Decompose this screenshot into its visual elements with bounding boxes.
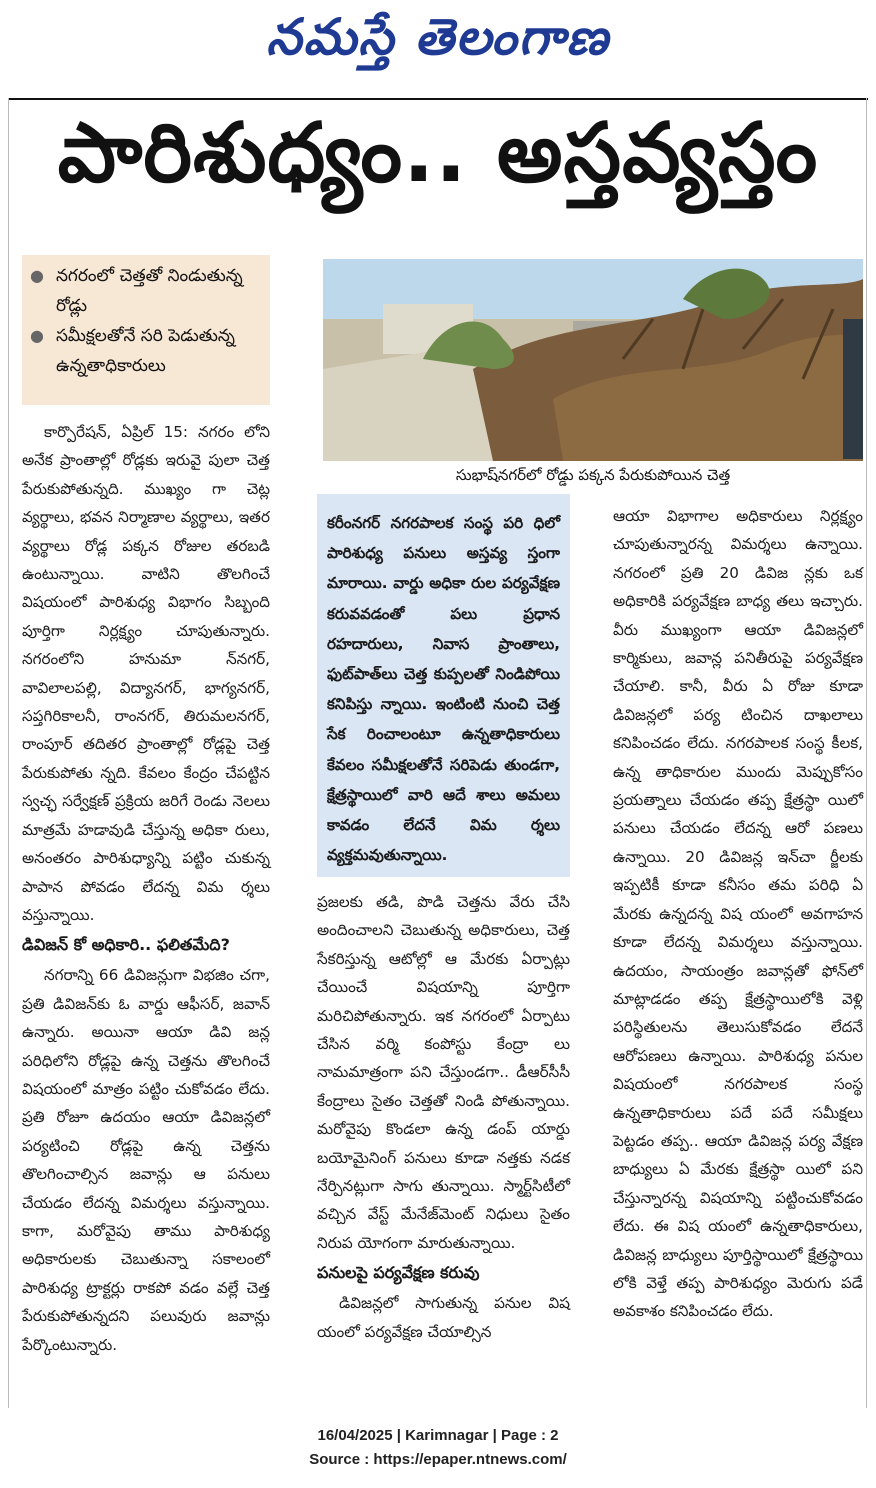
highlights-box	[22, 255, 270, 405]
article-paragraph: కార్పొరేషన్, ఏప్రిల్ 15: నగరం లోని అనేక ప్రాంతాల్లో రోడ్లకు ఇరువై పులా చెత్త పేరుకుపోతున్నది. ముఖ్యం గా చెట్ల వ్యర్థాలు, భవన నిర్మాణాల వ్యర్థాలు, ఇతర వ్యర్థాలు రోడ్ల పక్కన రోజుల తరబడి ఉంటున్నాయి. వాటిని తొలగించే విషయంలో పారిశుధ్య విభాగం సిబ్బంది పూర్తిగా నిర్లక్ష్యం చూపుతున్నారు. నగరంలోని హనుమా న్‌నగర్, వావిలాలపల్లి, విద్యానగర్, భాగ్యనగర్, సప్తగిరికాలనీ, రాంనగర్, తిరుమలనగర్, రాంపూర్ తదితర ప్రాంతాల్లో రోడ్లపై చెత్త పేరుకుపోతు న్నది. కేవలం కేంద్రం చేపట్టిన స్వచ్ఛ సర్వేక్షణ్ ప్రక్రియ జరిగే రెండు నెలలు మాత్రమే హడావుడి చేస్తున్న అధికా రులు, అనంతరం పారిశుధ్యాన్ని పట్టిం చుకున్న పాపాన పోవడం లేదన్న విమ ర్శలు వస్తున్నాయి.	[22, 423, 270, 924]
source-link[interactable]: Source : https://epaper.ntnews.com/	[309, 1451, 567, 1468]
left-border	[8, 98, 9, 1408]
highlight-text: సమీక్షలతోనే సరి పెడుతున్న ఉన్నతాధికారులు	[56, 326, 235, 376]
bullet-icon: ●	[30, 266, 44, 285]
newspaper-logo: నమస్తే తెలంగాణ	[266, 7, 610, 66]
highlight-text: నగరంలో చెత్తతో నిండుతున్న రోడ్లు	[56, 266, 243, 316]
article-column-2	[317, 888, 570, 1346]
photo-caption: సుభాష్‌నగర్‌లో రోడ్డు పక్కన పేరుకుపోయిన చెత్త	[455, 466, 731, 484]
article-paragraph: డివిజన్లలో సాగుతున్న పనుల విష యంలో పర్యవేక్షణ చేయాల్సిన	[317, 1294, 570, 1341]
article-column-1	[22, 418, 270, 1359]
highlight-item	[30, 261, 262, 321]
article-column-3	[613, 502, 863, 1326]
highlight-item	[30, 321, 262, 381]
garbage-roadside-photo	[323, 259, 863, 461]
right-border	[866, 98, 867, 1408]
article-paragraph: ప్రజలకు తడి, పొడి చెత్తను వేరు చేసి అందించాలని చెబుతున్న అధికారులు, చెత్త సేకరిస్తున్న ఆటోల్లో ఆ మేరకు ఏర్పాట్లు చేయించే విషయాన్ని పూర్తిగా మరిచిపోతున్నారు. ఇక నగరంలో ఏర్పాటు చేసిన వర్మి కంపోస్టు కేంద్రా లు నామమాత్రంగా పని చేస్తుండగా.. డీఆర్‌సీసీ కేంద్రాలు సైతం చెత్తతో నిండి పోతున్నాయి. మరోవైపు కొండలా ఉన్న డంప్ యార్డు బయోమైనింగ్ పనులు కూడా నత్తకు నడక నేర్పినట్లుగా సాగు తున్నాయి. స్మార్ట్‌సిటీలో వచ్చిన వేస్ట్ మేనేజ్‌మెంట్ నిధులు సైతం నిరుప యోగంగా మారుతున్నాయి.	[317, 893, 570, 1252]
headline: పారిశుధ్యం.. అస్తవ్యస్తం	[57, 105, 819, 201]
masthead	[0, 0, 876, 86]
article-paragraph: ఆయా విభాగాల అధికారులు నిర్లక్ష్యం చూపుతున్నారన్న విమర్శలు ఉన్నాయి. నగరంలో ప్రతి 20 డివిజ న్లకు ఒక అధికారికి పర్యవేక్షణ బాధ్య తలు ఇచ్చారు. వీరు ముఖ్యంగా ఆయా డివిజన్లలో కార్మికులు, జవాన్ల పనితీరుపై పర్యవేక్షణ చేయాలి. కానీ, వీరు ఏ రోజు కూడా డివిజన్లలో పర్య టించిన దాఖలాలు కనిపించడం లేదు. నగరపాలక సంస్థ కీలక, ఉన్న తాధికారుల ముందు మెప్పుకోసం ప్రయత్నాలు చేయడం తప్ప క్షేత్రస్థా యిలో పనులు చేయడం లేదన్న ఆరో పణలు ఉన్నాయి. 20 డివిజన్ల ఇన్‌చా ర్జీలకు ఇప్పటికీ కూడా కనీసం తమ పరిధి ఏ మేరకు ఉన్నదన్న విష యంలో అవగాహన కూడా లేదన్న విమర్శలు వస్తున్నాయి. ఉదయం, సాయంత్రం జవాన్లతో ఫోన్‌లో మాట్లాడడం తప్ప క్షేత్రస్థాయిలోకి వెళ్లి పరిస్థితులను తెలుసుకోవడం లేదనే ఆరోపణలు ఉన్నాయి. పారిశుధ్య పనుల విషయంలో నగరపాలక సంస్థ ఉన్నతాధికారులు పదే పదే సమీక్షలు పెట్టడం తప్ప.. ఆయా డివిజన్ల పర్య వేక్షణ బాధ్యులు ఏ మేరకు క్షేత్రస్థా యిలో పని చేస్తున్నారన్న విషయాన్ని పట్టించుకోవడం లేదు. ఈ విష యంలో ఉన్నతాధికారులు, డివిజన్ల బాధ్యులు పూర్తిస్థాయిలో క్షేత్రస్థాయి లోకి వెళ్తే తప్ప పారిశుధ్యం మెరుగు పడే అవకాశం కనిపించడం లేదు.	[613, 507, 863, 1321]
summary-box: కరీంనగర్ నగరపాలక సంస్థ పరి ధిలో పారిశుధ్య పనులు అస్తవ్య స్తంగా మారాయి. వార్డు అధికా రుల పర్యవేక్షణ కరువవడంతో పలు ప్రధాన రహదారులు, నివాస ప్రాంతాలు, ఫుట్‌పాత్‌లు చెత్త కుప్పలతో నిండిపోయి కనిపిస్తు న్నాయి. ఇంటింటి నుంచి చెత్త సేక రించాలంటూ ఉన్నతాధికారులు కేవలం సమీక్షలతోనే సరిపెడు తుండగా, క్షేత్రస్థాయిలో వారి ఆదే శాలు అమలు కావడం లేదనే విమ ర్శలు వ్యక్తమవుతున్నాయి.	[317, 494, 570, 877]
article-subhead: డివిజన్ కో అధికారి.. ఫలితమేది?	[22, 935, 230, 955]
news-photo	[323, 259, 863, 461]
edition-info: 16/04/2025 | Karimnagar | Page : 2	[317, 1427, 559, 1444]
article-paragraph: నగరాన్ని 66 డివిజన్లుగా విభజిం చగా, ప్రతి డివిజన్‌కు ఓ వార్డు ఆఫీసర్, జవాన్ ఉన్నారు. అయినా ఆయా డివి జన్ల పరిధిలోని రోడ్లపై ఉన్న చెత్తను తొలగించే విషయంలో మాత్రం పట్టిం చుకోవడం లేదు. ప్రతి రోజూ ఉదయం ఆయా డివిజన్లలో పర్యటించి రోడ్లపై ఉన్న చెత్తను తొలగించాల్సిన జవాన్లు ఆ పనులు చేయడం లేదన్న విమర్శలు వస్తున్నాయి. కాగా, మరోవైపు తాము పారిశుధ్య అధికారులకు చెబుతున్నా సకాలంలో పారిశుధ్య ట్రాక్టర్లు రాకపో వడం వల్లే చెత్త పేరుకుపోతున్నదని పలువురు జవాన్లు పేర్కొంటున్నారు.	[22, 966, 270, 1354]
page-footer	[0, 1424, 876, 1472]
bullet-icon: ●	[30, 326, 44, 345]
top-rule	[8, 98, 868, 100]
article-subhead: పనులపై పర్యవేక్షణ కరువు	[317, 1263, 480, 1283]
